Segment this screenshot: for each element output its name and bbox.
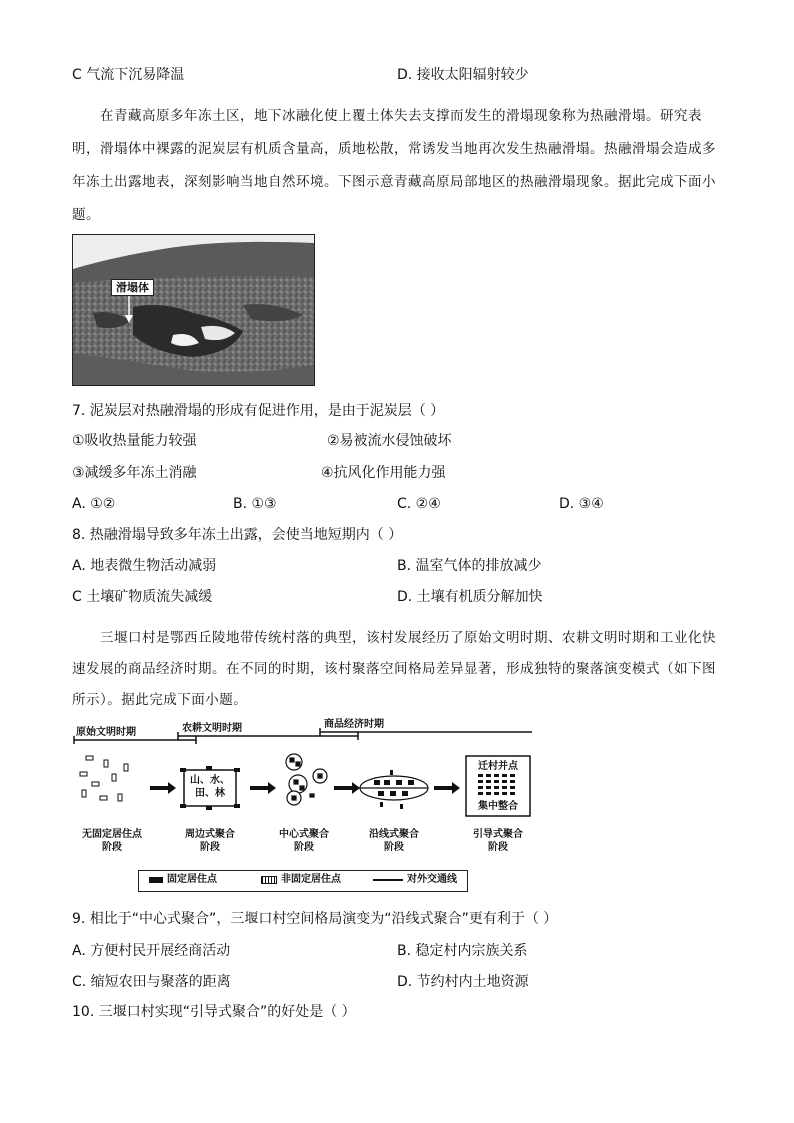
passage-2-line: 所示）。据此完成下面小题。 — [72, 692, 248, 708]
q7-statement-2: ②易被流水侵蚀破坏 — [327, 433, 452, 449]
legend-transport — [373, 875, 457, 885]
guide-top-label: 迁村并点 — [478, 761, 518, 772]
period-commodity: 商品经济时期 — [324, 719, 384, 730]
inner-box-label: 山、水、 田、林 — [190, 775, 230, 799]
q7-statement-4: ④抗风化作用能力强 — [321, 465, 446, 481]
legend-nonfixed-swatch — [261, 876, 277, 884]
q8-option-b[interactable]: B. 温室气体的排放减少 — [397, 558, 542, 574]
q8-option-a[interactable]: A. 地表微生物活动减弱 — [72, 558, 217, 574]
stage-3-centers — [286, 754, 327, 805]
q7-stem: 7. 泥炭层对热融滑塌的形成有促进作用，是由于泥炭层（ ） — [72, 403, 445, 419]
q7-option-d[interactable]: D. ③④ — [559, 496, 604, 512]
passage-1-line: 在青藏高原多年冻土区，地下冰融化使上覆土体失去支撑而发生的滑塌现象称为热融滑塌。研究表 — [100, 108, 702, 124]
stage-4-label: 沿线式聚合 阶段 — [369, 829, 419, 853]
q9-stem: 9. 相比于“中心式聚合”，三堰口村空间格局演变为“沿线式聚合”更有利于（ ） — [72, 911, 558, 927]
legend-nonfixed — [261, 875, 341, 885]
q9-option-b[interactable]: B. 稳定村内宗族关系 — [397, 943, 528, 959]
settlement-evolution-diagram — [72, 716, 542, 896]
stage-1-scattered-points — [80, 756, 128, 801]
passage-1-line: 明，滑塌体中裸露的泥炭层有机质含量高，质地松散，常诱发当地再次发生热融滑塌。热融滑塌会造成多 — [72, 141, 716, 157]
period-farming: 农耕文明时期 — [182, 723, 242, 734]
passage-2-line: 三堰口村是鄂西丘陵地带传统村落的典型，该村发展经历了原始文明时期、农耕文明时期和工业化快 — [100, 630, 716, 646]
q8-option-d[interactable]: D. 土壤有机质分解加快 — [397, 589, 543, 605]
passage-2 — [72, 632, 724, 712]
photo-illustration — [73, 235, 314, 385]
stage-4-linear — [360, 770, 428, 809]
q7-option-a[interactable]: A. ①② — [72, 496, 116, 512]
photo-label: 滑塌体 — [111, 279, 154, 296]
passage-1-line: 年冻土出露地表，深刻影响当地自然环境。下图示意青藏高原局部地区的热融滑塌现象。据此完成下面小 — [72, 174, 716, 190]
q8-option-c[interactable]: C 土壤矿物质流失减缓 — [72, 589, 213, 605]
period-primitive: 原始文明时期 — [76, 727, 136, 738]
stage-1-label: 无固定居住点 阶段 — [82, 829, 142, 853]
thermal-slump-photo — [72, 234, 315, 386]
q9-option-a[interactable]: A. 方便村民开展经商活动 — [72, 943, 231, 959]
legend-transport-swatch — [373, 879, 403, 881]
passage-1-line: 题。 — [72, 207, 100, 223]
legend-fixed — [149, 875, 217, 885]
q7-option-c[interactable]: C. ②④ — [397, 496, 441, 512]
option-c-prev: C 气流下沉易降温 — [72, 67, 185, 83]
q7-statement-1: ①吸收热量能力较强 — [72, 433, 197, 449]
q9-option-d[interactable]: D. 节约村内土地资源 — [397, 974, 529, 990]
option-d-prev: D. 接收太阳辐射较少 — [397, 67, 529, 83]
passage-1 — [72, 108, 724, 223]
q7-option-b[interactable]: B. ①③ — [233, 496, 277, 512]
stage-5-label: 引导式聚合 阶段 — [473, 829, 523, 853]
legend-nonfixed-label: 非固定居住点 — [281, 874, 341, 885]
guide-bottom-label: 集中整合 — [478, 801, 518, 812]
legend-transport-label: 对外交通线 — [407, 874, 457, 885]
legend-fixed-swatch — [149, 877, 163, 883]
q9-option-c[interactable]: C. 缩短农田与聚落的距离 — [72, 974, 231, 990]
passage-2-line: 速发展的商品经济时期。在不同的时期，该村聚落空间格局差异显著，形成独特的聚落演变模式（如下图 — [72, 661, 716, 677]
legend-fixed-label: 固定居住点 — [167, 874, 217, 885]
q8-stem: 8. 热融滑塌导致多年冻土出露，会使当地短期内（ ） — [72, 527, 403, 543]
q10-stem: 10. 三堰口村实现“引导式聚合”的好处是（ ） — [72, 1004, 356, 1020]
q7-statement-3: ③减缓多年冻土消融 — [72, 465, 197, 481]
diagram-legend — [138, 870, 468, 892]
stage-2-label: 周边式聚合 阶段 — [185, 829, 235, 853]
stage-3-label: 中心式聚合 阶段 — [279, 829, 329, 853]
